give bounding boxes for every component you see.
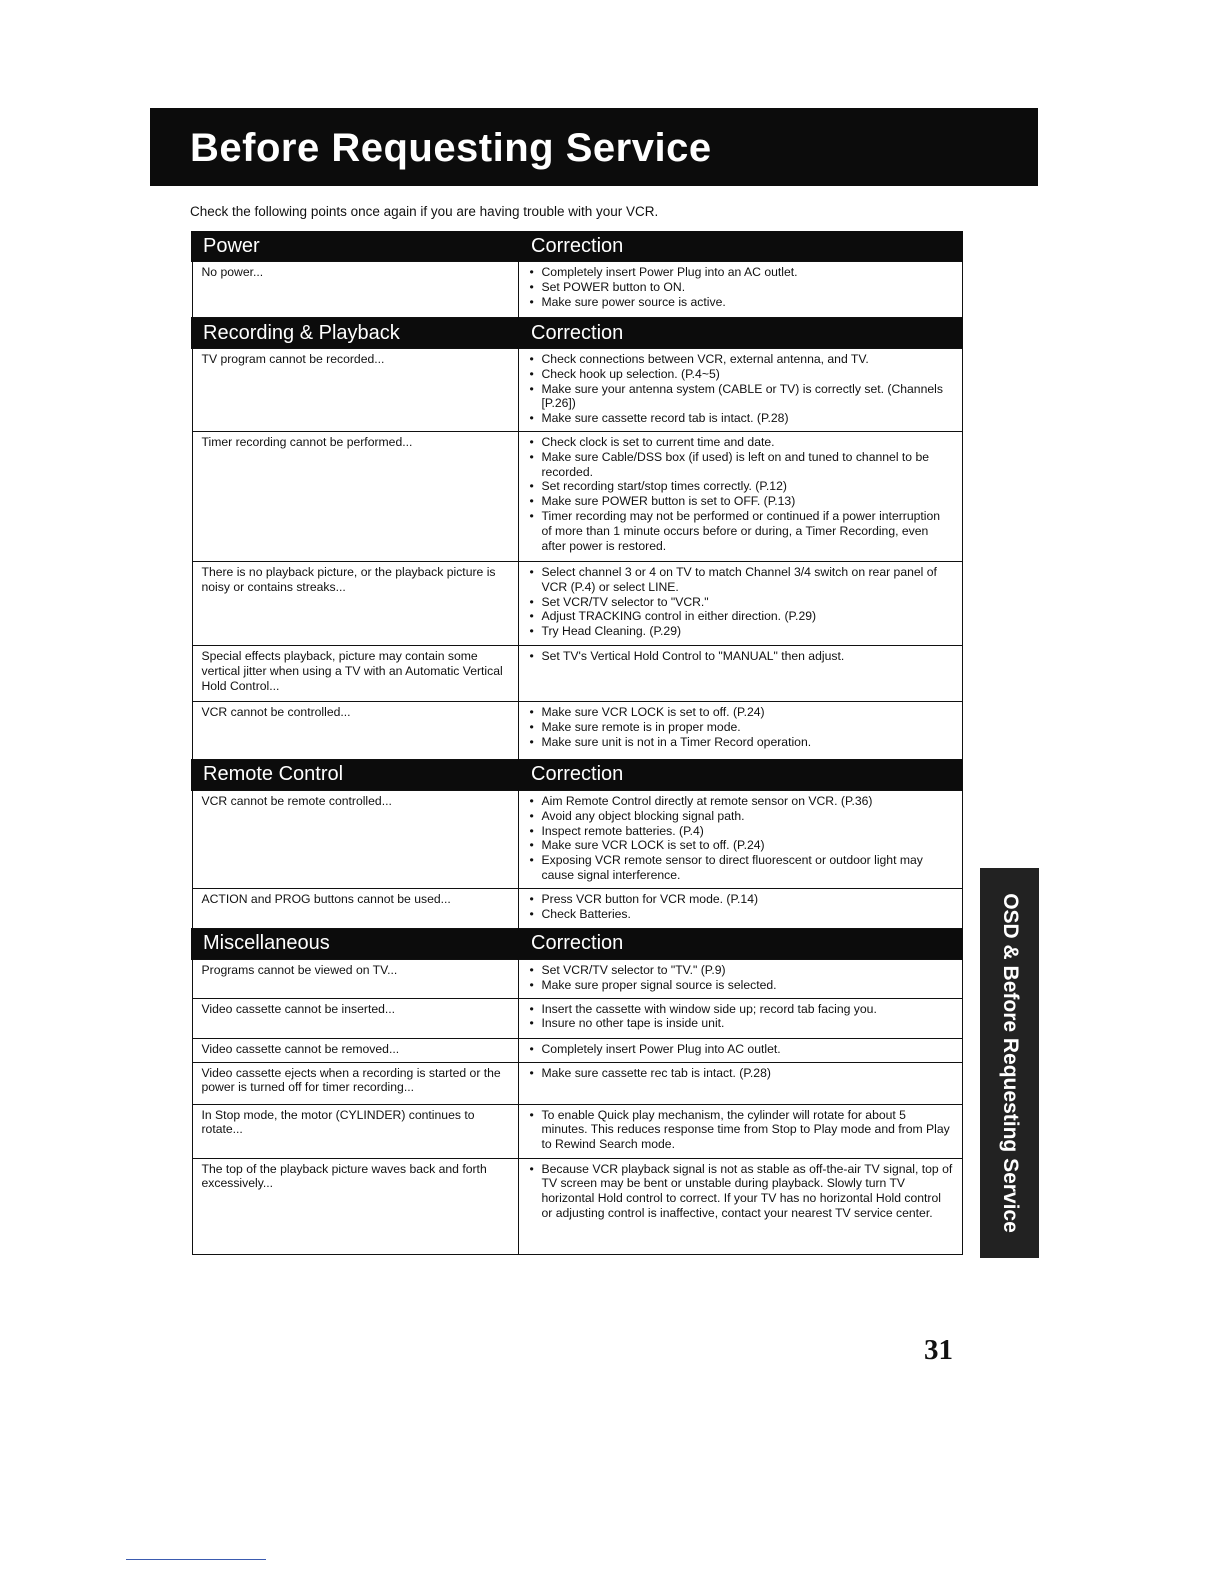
correction-cell [518,1062,962,1104]
correction-item: • Set VCR/TV selector to "TV." (P.9) [528,963,954,978]
table-row [192,1158,962,1254]
correction-item: • Set VCR/TV selector to "VCR." [528,595,954,610]
problem-cell: TV program cannot be recorded... [192,349,518,432]
correction-item: • Exposing VCR remote sensor to direct fluorescent or outdoor light may cause signal interference. [528,853,954,883]
correction-item: • Make sure cassette record tab is intact. (P.28) [528,411,954,426]
section-heading: Remote Control [192,759,518,790]
problem-cell: Special effects playback, picture may contain some vertical jitter when using a TV with an Automatic Vertical Hold Control... [192,645,518,701]
side-tab-label: OSD & Before Requesting Service [998,893,1022,1233]
correction-item: • Make sure power source is active. [528,295,954,310]
correction-cell [518,1038,962,1062]
section-power [192,231,962,318]
correction-cell [518,1158,962,1254]
correction-item: • Inspect remote batteries. (P.4) [528,824,954,839]
correction-cell [518,959,962,998]
correction-item: • Check Batteries. [528,907,954,922]
correction-item: • Because VCR playback signal is not as stable as off-the-air TV signal, top of TV screen may be bent or unstable during playback. Slowly turn TV horizontal Hold control to correct. If your TV has no horizontal Hold control or adjusting control is inaffective, contact your nearest TV service center. [528,1162,954,1221]
correction-item: • Select channel 3 or 4 on TV to match Channel 3/4 switch on rear panel of VCR (P.4) or select LINE. [528,565,954,595]
correction-item: • Insure no other tape is inside unit. [528,1016,954,1031]
correction-item: • Completely insert Power Plug into AC outlet. [528,1042,954,1057]
correction-item: • Timer recording may not be performed or continued if a power interruption of more than 1 minute occurs before or during, a Timer Recording, even after power is restored. [528,509,954,553]
correction-item: • Press VCR button for VCR mode. (P.14) [528,892,954,907]
correction-item: • To enable Quick play mechanism, the cylinder will rotate for about 5 minutes. This reduces response time from Stop to Play mode and from Play to Rewind Search mode. [528,1108,954,1152]
correction-item: • Make sure your antenna system (CABLE or TV) is correctly set. (Channels [P.26]) [528,382,954,412]
correction-heading: Correction [518,928,962,959]
section-recording-playback [192,318,962,760]
correction-item: • Set TV's Vertical Hold Control to "MANUAL" then adjust. [528,649,954,664]
problem-cell: Video cassette ejects when a recording is started or the power is turned off for timer recording... [192,1062,518,1104]
correction-heading: Correction [518,318,962,349]
table-row [192,1062,962,1104]
correction-item: • Insert the cassette with window side up; record tab facing you. [528,1002,954,1017]
correction-cell [518,431,962,561]
correction-cell [518,790,962,888]
correction-item: • Check connections between VCR, external antenna, and TV. [528,352,954,367]
problem-cell: VCR cannot be controlled... [192,701,518,759]
troubleshooting-table [191,231,963,1255]
correction-item: • Make sure POWER button is set to OFF. (P.13) [528,494,954,509]
table-row [192,1104,962,1158]
table-row [192,431,962,561]
section-side-tab [980,868,1039,1258]
table-row [192,998,962,1038]
page-number: 31 [924,1334,953,1366]
section-header [192,318,962,349]
correction-item: • Make sure VCR LOCK is set to off. (P.24) [528,838,954,853]
problem-cell: No power... [192,262,518,318]
correction-heading: Correction [518,231,962,262]
problem-cell: ACTION and PROG buttons cannot be used... [192,888,518,928]
correction-cell [518,561,962,645]
problem-cell: Programs cannot be viewed on TV... [192,959,518,998]
problem-cell: There is no playback picture, or the playback picture is noisy or contains streaks... [192,561,518,645]
correction-item: • Check clock is set to current time and date. [528,435,954,450]
problem-cell: In Stop mode, the motor (CYLINDER) continues to rotate... [192,1104,518,1158]
correction-cell [518,998,962,1038]
correction-item: • Make sure unit is not in a Timer Record operation. [528,735,954,750]
correction-cell [518,645,962,701]
correction-item: • Make sure VCR LOCK is set to off. (P.24) [528,705,954,720]
section-header [192,928,962,959]
table-row [192,645,962,701]
table-row [192,349,962,432]
problem-cell: Video cassette cannot be removed... [192,1038,518,1062]
section-heading: Power [192,231,518,262]
correction-cell [518,701,962,759]
correction-item: • Aim Remote Control directly at remote sensor on VCR. (P.36) [528,794,954,809]
problem-cell: Timer recording cannot be performed... [192,431,518,561]
correction-item: • Adjust TRACKING control in either direction. (P.29) [528,609,954,624]
correction-item: • Make sure proper signal source is selected. [528,978,954,993]
table-row [192,1038,962,1062]
section-heading: Recording & Playback [192,318,518,349]
table-row [192,262,962,318]
section-remote-control [192,759,962,928]
correction-item: • Make sure Cable/DSS box (if used) is left on and tuned to channel to be recorded. [528,450,954,480]
table-row [192,561,962,645]
section-heading: Miscellaneous [192,928,518,959]
table-row [192,959,962,998]
table-row [192,888,962,928]
section-miscellaneous [192,928,962,1254]
correction-cell [518,262,962,318]
correction-item: • Avoid any object blocking signal path. [528,809,954,824]
intro-text: Check the following points once again if you are having trouble with your VCR. [190,204,659,219]
problem-cell: The top of the playback picture waves back and forth excessively... [192,1158,518,1254]
correction-item: • Check hook up selection. (P.4~5) [528,367,954,382]
table-row [192,790,962,888]
correction-cell [518,1104,962,1158]
page-title: Before Requesting Service [190,126,712,170]
correction-item: • Make sure remote is in proper mode. [528,720,954,735]
title-bar [150,108,1038,186]
section-header [192,759,962,790]
problem-cell: Video cassette cannot be inserted... [192,998,518,1038]
correction-item: • Make sure cassette rec tab is intact. (P.28) [528,1066,954,1081]
problem-cell: VCR cannot be remote controlled... [192,790,518,888]
correction-heading: Correction [518,759,962,790]
section-header [192,231,962,262]
correction-cell [518,888,962,928]
correction-item: • Set POWER button to ON. [528,280,954,295]
footer-rule [126,1559,266,1560]
correction-cell [518,349,962,432]
table-row [192,701,962,759]
correction-item: • Set recording start/stop times correctly. (P.12) [528,479,954,494]
correction-item: • Try Head Cleaning. (P.29) [528,624,954,639]
correction-item: • Completely insert Power Plug into an AC outlet. [528,265,954,280]
